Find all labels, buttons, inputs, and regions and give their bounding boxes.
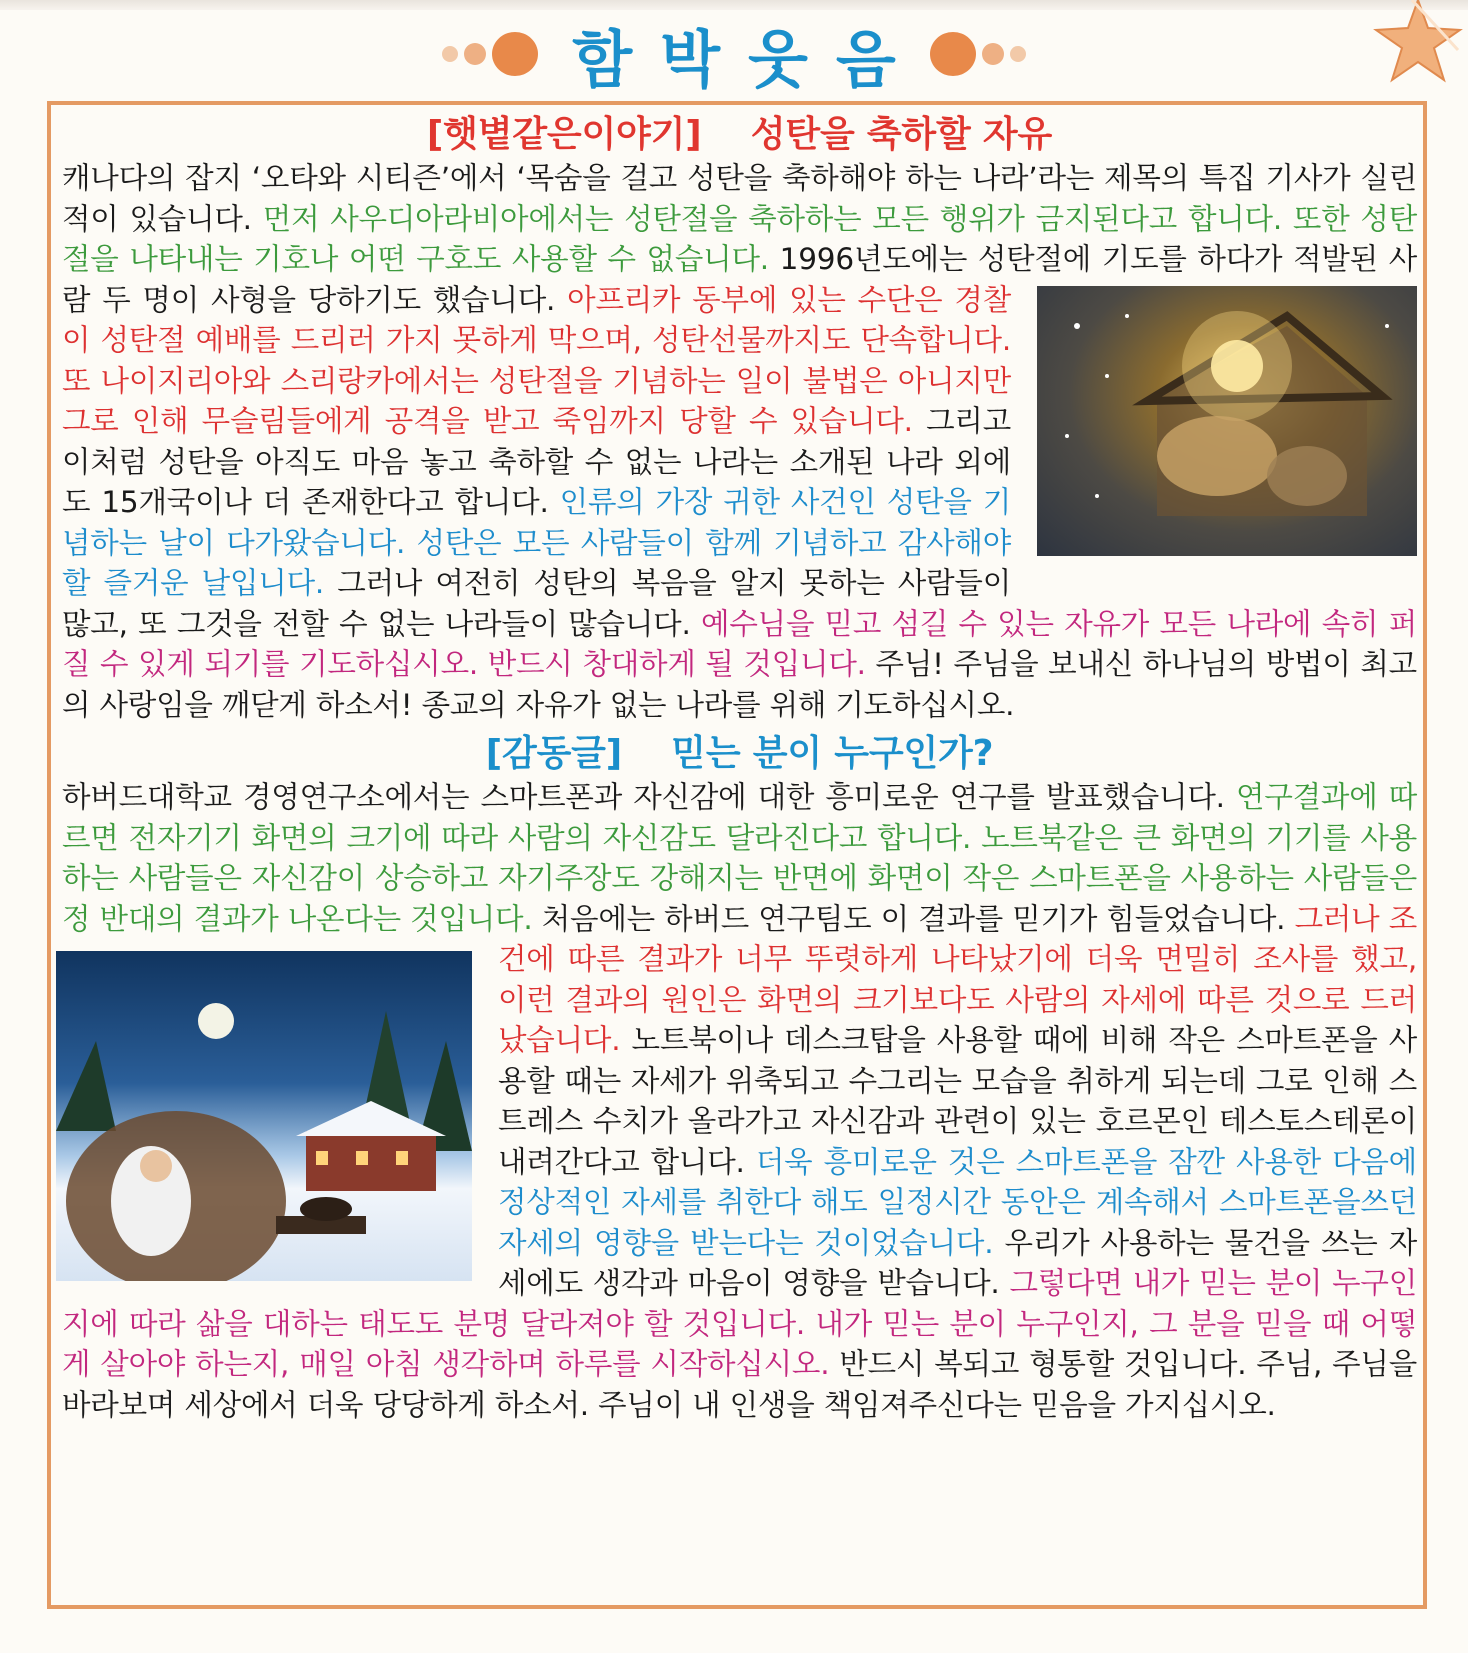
section1-text-3: 1996년도에는 성탄절에 기도를 하다가 적발된 사람 두 명이 사형을 당하기도 했습니다. [62,242,1418,317]
section1-text-7: 그러나 여전히 성탄의 복음을 알지 못하는 사람들이 많고, 또 그것을 전할 수 없는 나라들이 많습니다. [62,566,1011,641]
section2-text-5: 노트북이나 데스크탑을 사용할 때에 비해 작은 스마트폰을 사용할 때는 자세가 위축되고 수그리는 모습을 취하게 되는데 그로 인해 스트레스 수치가 올라가고 자신감과 관련이 있는 호르몬인 테스토스테론이 내려간다고 합니다. [498,1023,1417,1179]
header [0,14,1468,94]
section1-text-2: 먼저 사우디아라비아에서는 성탄절을 축하하는 모든 행위가 금지된다고 합니다. 또한 성탄절을 나타내는 기호나 어떤 구호도 사용할 수 없습니다. [62,201,1417,276]
section2-text-6: 더욱 흥미로운 것은 스마트폰을 잠깐 사용한 다음에 정상적인 자세를 취한다 해도 일정시간 동안은 계속해서 스마트폰을쓰던 자세의 영향을 받는다는 것이었습니다. [498,1144,1417,1260]
section2-text-8: 그렇다면 내가 믿는 분이 누구인지에 따라 삶을 대하는 태도도 분명 달라져야 할 것입니다. 내가 믿는 분이 누구인지, 그 분을 믿을 때 어떻게 살아야 하는지, 매일 아침 생각하며 하루를 시작하십시오. [62,1266,1417,1381]
section2-text-7: 우리가 사용하는 물건을 쓰는 자세에도 생각과 마음이 영향을 받습니다. [498,1225,1418,1300]
section2-text-3: 처음에는 하버드 연구팀도 이 결과를 믿기가 힘들었습니다. [532,901,1295,936]
top-strip [0,0,1468,10]
section1-text-9: 주님! 주님을 보내신 하나님의 방법이 최고의 사랑임을 깨닫게 하소서! 종교의 자유가 없는 나라를 위해 기도하십시오. [62,647,1417,722]
right-dots-decoration [930,32,1026,76]
left-dots-decoration [442,32,538,76]
page-title: 함박웃음 [572,22,924,96]
nativity-image [1037,286,1417,556]
section2-body [62,777,1417,1425]
section2-text-4: 그러나 조건에 따른 결과가 너무 뚜렷하게 나타났기에 더욱 면밀히 조사를 했고, 이런 결과의 원인은 화면의 크기보다도 사람의 자세에 따른 것으로 드러났습니다. [498,901,1417,1057]
section1-text-5: 그리고 이처럼 성탄을 아직도 마음 놓고 축하할 수 없는 나라는 소개된 나라 외에도 15개국이나 더 존재한다고 합니다. [62,404,1011,519]
article-content [62,112,1417,1425]
section1-title: [햇볕같은이야기] 성탄을 축하할 자유 [426,114,1053,155]
winter-nativity-image [56,951,472,1281]
section2-text-1: 하버드대학교 경영연구소에서는 스마트폰과 자신감에 대한 흥미로운 연구를 발표했습니다. [62,780,1237,814]
section2-text-9: 반드시 복되고 형통할 것입니다. 주님, 주님을 바라보며 세상에서 더욱 당당하게 하소서. 주님이 내 인생을 책임져주신다는 믿음을 가지십시오. [62,1347,1418,1422]
section1-text-8: 예수님을 믿고 섬길 수 있는 자유가 모든 나라에 속히 퍼질 수 있게 되기를 기도하십시오. 반드시 창대하게 될 것입니다. [62,606,1417,681]
section1-body [62,158,1417,725]
section2-title: [감동글] 믿는 분이 누구인가? [485,733,994,774]
section1-text-4: 아프리카 동부에 있는 수단은 경찰이 성탄절 예배를 드리러 가지 못하게 막으며, 성탄선물까지도 단속합니다. 또 나이지리아와 스리랑카에서는 성탄절을 기념하는 일이 불법은 아니지만 그로 인해 무슬림들에게 공격을 받고 죽임까지 당할 수 있습니다. [62,282,1011,438]
section1-text-6: 인류의 가장 귀한 사건인 성탄을 기념하는 날이 다가왔습니다. 성탄은 모든 사람들이 함께 기념하고 감사해야할 즐거운 날입니다. [62,485,1011,600]
section1-text-1: 캐나다의 잡지 ‘오타와 시티즌’에서 ‘목숨을 걸고 성탄을 축하해야 하는 나라’라는 제목의 특집 기사가 실린 적이 있습니다. [62,161,1417,236]
section2-text-2: 연구결과에 따르면 전자기기 화면의 크기에 따라 사람의 자신감도 달라진다고 합니다. 노트북같은 큰 화면의 기기를 사용하는 사람들은 자신감이 상승하고 자기주장도 강해지는 반면에 화면이 작은 스마트폰을 사용하는 사람들은 정 반대의 결과가 나온다는 것입니다. [62,780,1417,936]
